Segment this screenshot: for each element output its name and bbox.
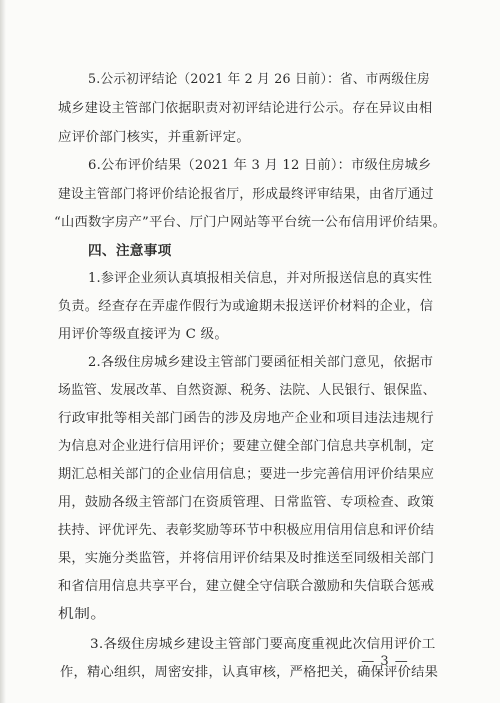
text-line: 场监管、发展改革、自然资源、税务、法院、人民银行、银保监、 xyxy=(58,383,436,398)
page-edge-shadow xyxy=(0,0,6,703)
text-line: 机制。 xyxy=(58,607,107,622)
text-line: “山西数字房产”平台、厅门户网站等平台统一公布信用评价结果。 xyxy=(54,215,447,230)
text-line: 负责。经查存在弄虚作假行为或逾期未报送评价材料的企业，信 xyxy=(58,299,434,314)
text-line: 为信息对企业进行信用评价；要建立健全部门信息共享机制，定 xyxy=(58,439,435,454)
text-line: 建设主管部门将评价结论报省厅，形成最终评审结果，由省厅通过 xyxy=(58,187,434,202)
page-number: — 3 — xyxy=(361,654,409,669)
text-line: 2.各级住房城乡建设主管部门要函征相关部门意见，依据市 xyxy=(88,355,434,370)
text-line: 作，精心组织，周密安排，认真审核，严格把关，确保评价结果 xyxy=(60,665,439,680)
section-heading: 四、注意事项 xyxy=(88,243,172,259)
text-line: 3.各级住房城乡建设主管部门要高度重视此次信用评价工 xyxy=(90,637,436,652)
text-line: 应评价部门核实，并重新评定。 xyxy=(58,130,251,145)
text-line: 5.公示初评结论（2021 年 2 月 26 日前）：省、市两级住房 xyxy=(88,72,430,87)
text-line: 和省信用信息共享平台，建立健全守信联合激励和失信联合惩戒 xyxy=(58,579,435,594)
text-line: 用评价等级直接评为 C 级。 xyxy=(58,327,229,342)
text-line: 用，鼓励各级主管部门在资质管理、日常监管、专项检查、政策 xyxy=(58,495,435,510)
text-line: 行政审批等相关部门函告的涉及房地产企业和项目违法违规行 xyxy=(58,411,434,426)
text-line: 6.公布评价结果（2021 年 3 月 12 日前）：市级住房城乡 xyxy=(88,158,432,173)
text-line: 城乡建设主管部门依据职责对初评结论进行公示。存在异议由相 xyxy=(58,101,433,116)
text-line: 1.参评企业须认真填报相关信息，并对所报送信息的真实性 xyxy=(88,271,433,286)
text-line: 期汇总相关部门的企业信用信息；要进一步完善信用评价结果应 xyxy=(58,467,435,482)
text-line: 扶持、评优评先、表彰奖励等环节中积极应用信用信息和评价结 xyxy=(58,523,435,538)
text-line: 果，实施分类监管，并将信用评价结果及时推送至同级相关部门 xyxy=(58,551,435,566)
